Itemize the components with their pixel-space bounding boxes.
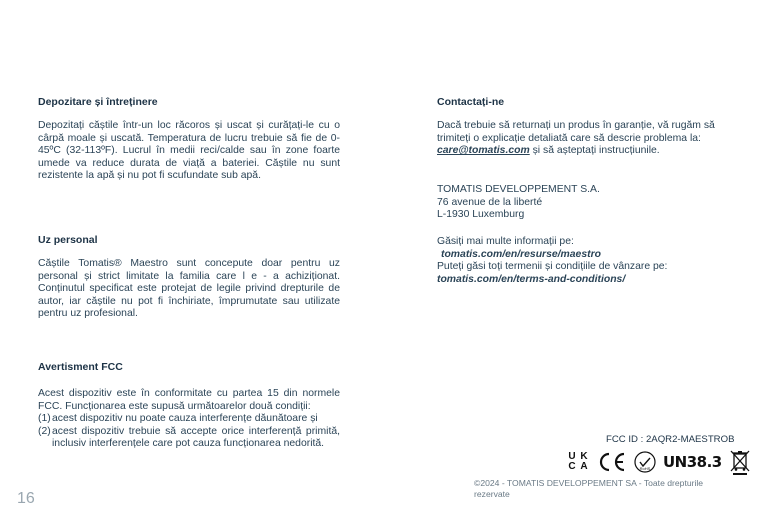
fcc-warning-text [38,388,340,451]
list-item-text: acest dispozitiv trebuie să accepte orice interferență primită, inclusiv interferențele care pot cauza funcționarea nedorită. [52,425,340,450]
fcc-warning-heading: Avertisment FCC [38,361,123,373]
ukca-mark-icon: U K C A [568,451,588,472]
more-info-text: Găsiți mai multe informații pe: [437,236,574,247]
un38-3-mark: UN38.3 [663,453,722,471]
terms-text: Puteți găsi toți termenii și condițiile de vânzare pe: [437,261,668,273]
contact-text-end: și să așteptați instrucțiunile. [529,145,660,157]
terms-link[interactable]: tomatis.com/en/terms-and-conditions/ [437,273,626,285]
support-email-link[interactable]: care@tomatis.com [437,145,530,157]
fcc-intro: Acest dispozitiv este în conformitate cu partea 15 din normele FCC. Funcționarea este supusă următoarelor două condiții: [38,388,340,412]
storage-paragraph: Depozitați căștile într-un loc răcoros și uscat și curățați-le cu o cârpă moale și uscată. Temperatura de lucru trebuie să fie de 0-45ºC (32-113ºF). Lucrul în medii reci/calde sau în zone foarte umede va reduce durata de viață a bateriei. Căștile nu sunt rezistente la apă și nu pot fi scufundate sub apă. [38,120,340,182]
contact-text-start: Dacă trebuie să returnați un produs în garanție, vă rugăm să trimiteți o explicație detaliată care să descrie problema la: [437,120,715,144]
contact-heading: Contactați-ne [437,96,505,108]
resources-link[interactable]: tomatis.com/en/resurse/maestro [441,248,601,260]
ce-mark-icon [597,452,627,472]
personal-use-paragraph: Căștile Tomatis® Maestro sunt concepute doar pentru uz personal și strict limitate la familia care l e - a achiziționat. Conținutul specificat este protejat de legile privind drepturile de autor, iar căștile nu pot fi închiriate, împrumutate sau utilizate pentru uz profesional. [38,258,340,320]
list-item [38,413,340,426]
contact-paragraph [437,120,737,158]
rohs-mark-icon [634,451,656,473]
fcc-conditions-list [38,413,340,451]
more-info [437,236,737,286]
storage-heading: Depozitare și întreținere [38,96,158,108]
certification-logos [566,447,751,477]
address-line-1: 76 avenue de la liberté [437,196,543,208]
rohs-label: RoHS [639,466,651,471]
company-address [437,184,737,222]
copyright-notice: ©2024 - TOMATIS DEVELOPPEMENT SA - Toate drepturile rezervate [474,478,704,499]
page-number: 16 [17,490,35,507]
fcc-id: FCC ID : 2AQR2-MAESTROB [606,434,735,445]
list-item [38,426,340,451]
weee-bin-icon [729,448,751,476]
list-item-number: (1) [38,413,51,425]
address-line-2: L-1930 Luxemburg [437,209,525,221]
personal-use-heading: Uz personal [38,234,98,246]
list-item-text: acest dispozitiv nu poate cauza interferențe dăunătoare și [52,413,318,425]
company-name: TOMATIS DEVELOPPEMENT S.A. [437,184,600,195]
list-item-number: (2) [38,425,51,437]
